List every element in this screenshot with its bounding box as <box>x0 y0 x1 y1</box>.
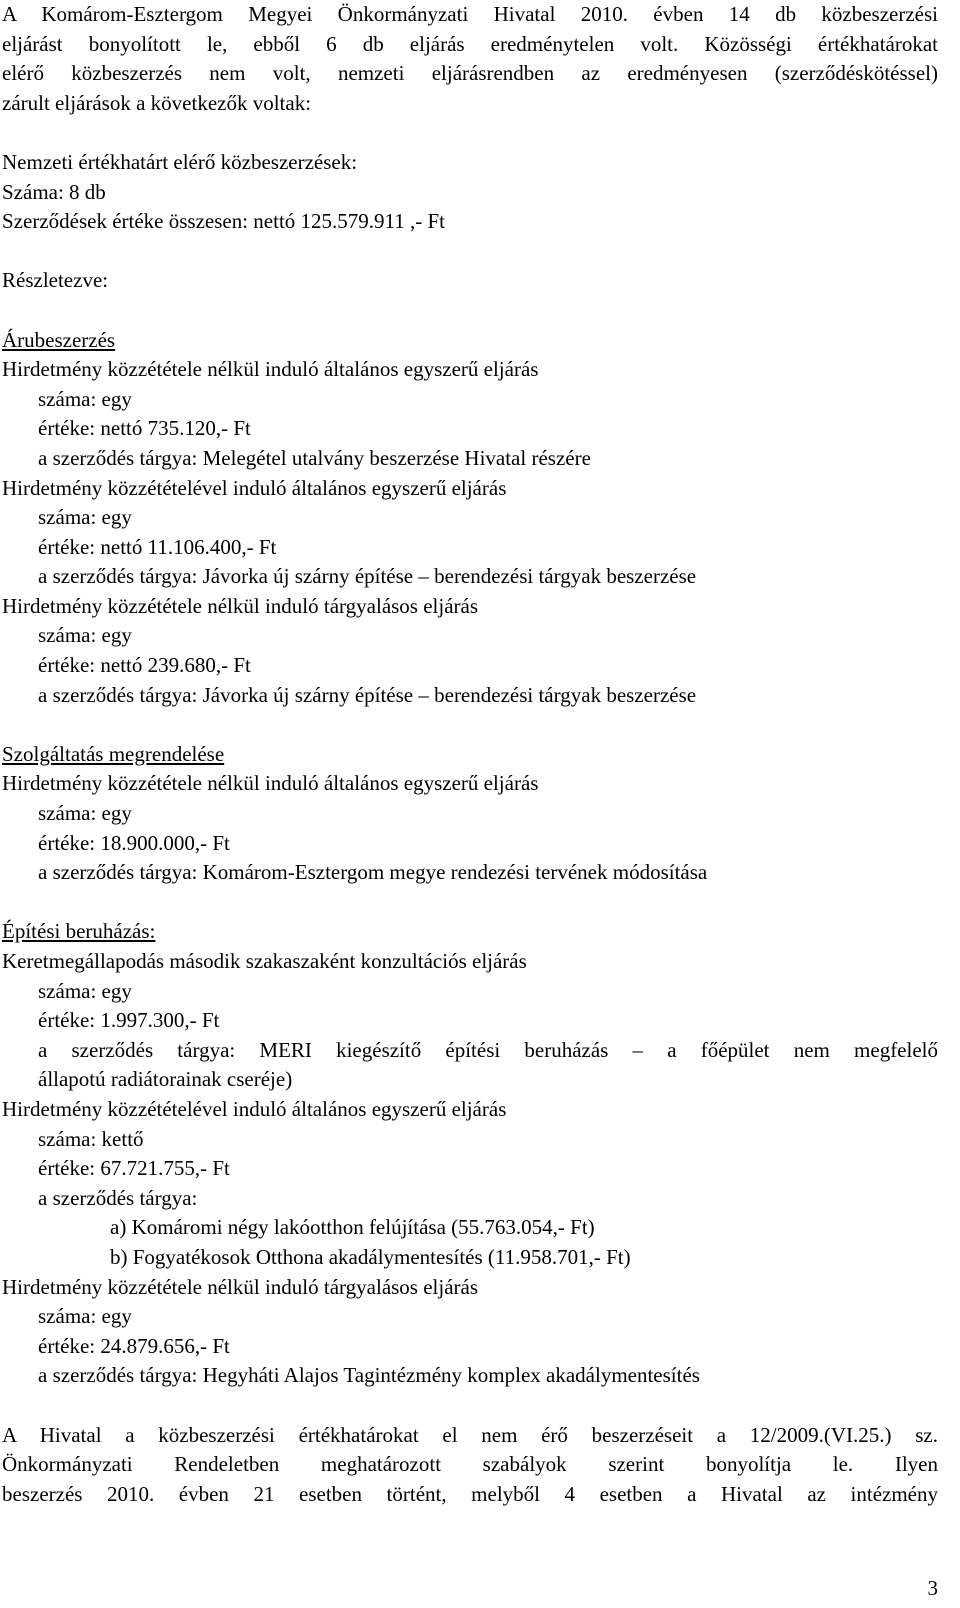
construction-p2-value: értéke: 67.721.755,- Ft <box>38 1156 230 1181</box>
construction-p2-subject: a szerződés tárgya: <box>38 1185 198 1210</box>
closing-line-1: A Hivatal a közbeszerzési értékhatárokat el nem érő beszerzéseit a 12/2009.(VI.25.) sz. <box>2 1422 938 1447</box>
services-heading: Szolgáltatás megrendelése <box>2 741 225 766</box>
national-total: Szerződések értéke összesen: nettó 125.579.911 ,- Ft <box>2 209 446 234</box>
intro-line-1: A Komárom-Esztergom Megyei Önkormányzati Hivatal 2010. évben 14 db közbeszerzési <box>2 2 938 26</box>
services-p1-count: száma: egy <box>38 801 132 826</box>
national-heading: Nemzeti értékhatárt elérő közbeszerzések: <box>2 149 358 174</box>
goods-p2-count: száma: egy <box>38 505 132 530</box>
construction-p2-item-b: b) Fogyatékosok Otthona akadálymentesítés (11.958.701,- Ft) <box>110 1244 631 1269</box>
construction-heading: Építési beruházás: <box>2 919 156 944</box>
goods-p3-subject: a szerződés tárgya: Jávorka új szárny építése – berendezési tárgyak beszerzése <box>38 682 697 707</box>
construction-p1-subject-line1: a szerződés tárgya: MERI kiegészítő építési beruházás – a főépület nem megfelelő <box>38 1037 938 1062</box>
goods-p3-value: értéke: nettó 239.680,- Ft <box>38 653 251 678</box>
intro-line-3: elérő közbeszerzés nem volt, nemzeti eljárásrendben az eredményesen (szerződéskötéssel) <box>2 61 938 86</box>
goods-p2-subject: a szerződés tárgya: Jávorka új szárny építése – berendezési tárgyak beszerzése <box>38 564 697 589</box>
intro-line-2: eljárást bonyolított le, ebből 6 db eljárás eredménytelen volt. Közösségi értékhatárokat <box>2 31 938 56</box>
construction-p3-count: száma: egy <box>38 1304 132 1329</box>
goods-p2-value: értéke: nettó 11.106.400,- Ft <box>38 534 277 559</box>
construction-p1-count: száma: egy <box>38 978 132 1003</box>
construction-p1-subject-line2: állapotú radiátorainak cseréje) <box>38 1067 293 1092</box>
goods-p2-type: Hirdetmény közzétételével induló általános egyszerű eljárás <box>2 475 507 500</box>
services-p1-type: Hirdetmény közzététele nélkül induló általános egyszerű eljárás <box>2 771 539 796</box>
construction-p3-value: értéke: 24.879.656,- Ft <box>38 1333 230 1358</box>
construction-p2-count: száma: kettő <box>38 1126 144 1151</box>
goods-p3-count: száma: egy <box>38 623 132 648</box>
services-p1-value: értéke: 18.900.000,- Ft <box>38 830 230 855</box>
document-page <box>2 0 938 1509</box>
goods-heading: Árubeszerzés <box>2 327 116 352</box>
page-number: 3 <box>927 1576 938 1600</box>
detail-label: Részletezve: <box>2 268 109 293</box>
goods-p1-subject: a szerződés tárgya: Melegétel utalvány beszerzése Hivatal részére <box>38 445 591 470</box>
goods-p3-type: Hirdetmény közzététele nélkül induló tárgyalásos eljárás <box>2 593 479 618</box>
services-p1-subject: a szerződés tárgya: Komárom-Esztergom megye rendezési tervének módosítása <box>38 860 708 885</box>
construction-p3-type: Hirdetmény közzététele nélkül induló tárgyalásos eljárás <box>2 1274 479 1299</box>
closing-line-2: Önkormányzati Rendeletben meghatározott szabályok szerint bonyolítja le. Ilyen <box>2 1452 938 1477</box>
goods-p1-count: száma: egy <box>38 386 132 411</box>
goods-p1-type: Hirdetmény közzététele nélkül induló általános egyszerű eljárás <box>2 357 539 382</box>
national-count: Száma: 8 db <box>2 179 106 204</box>
closing-line-3: beszerzés 2010. évben 21 esetben történt, melyből 4 esetben a Hivatal az intézmény <box>2 1481 938 1506</box>
construction-p1-type: Keretmegállapodás második szakaszaként konzultációs eljárás <box>2 949 527 973</box>
goods-p1-value: értéke: nettó 735.120,- Ft <box>38 416 251 441</box>
construction-p1-value: értéke: 1.997.300,- Ft <box>38 1008 220 1033</box>
construction-p3-subject: a szerződés tárgya: Hegyháti Alajos Tagintézmény komplex akadálymentesítés <box>38 1363 700 1388</box>
construction-p2-item-a: a) Komáromi négy lakóotthon felújítása (55.763.054,- Ft) <box>110 1215 595 1240</box>
intro-line-4: zárult eljárások a következők voltak: <box>2 90 312 115</box>
construction-p2-type: Hirdetmény közzétételével induló általános egyszerű eljárás <box>2 1096 507 1121</box>
